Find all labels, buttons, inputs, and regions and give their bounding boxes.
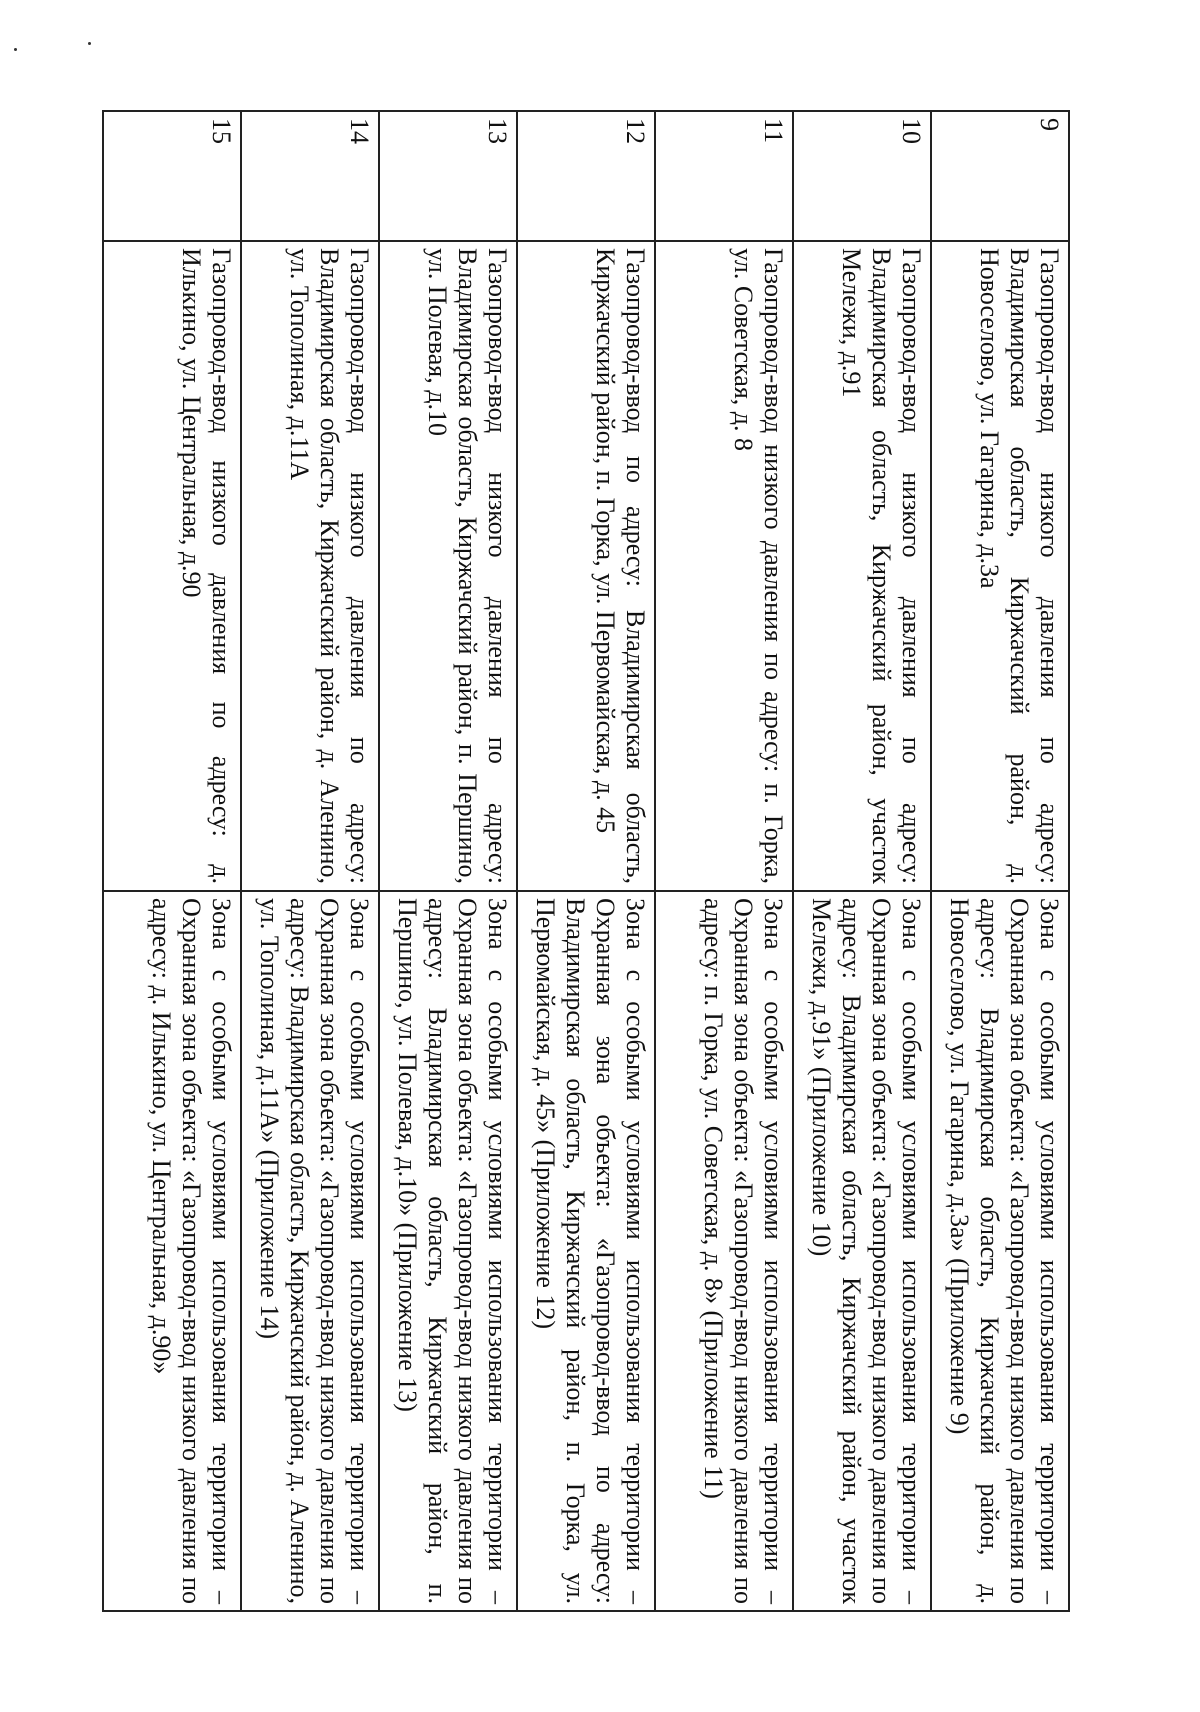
object-description: Газопровод-ввод низкого давления по адресу: п. Горка, ул. Советская, д. 8 [655,241,793,891]
row-number: 12 [517,111,655,241]
row-number: 13 [379,111,517,241]
table-row [379,111,517,1611]
table-row [655,111,793,1611]
object-description: Газопровод-ввод низкого давления по адресу: Владимирская область, Киржачский район, участок Мележи, д.91 [793,241,931,891]
zone-description: Зона с особыми условиями использования территории – Охранная зона объекта: «Газопровод-ввод низкого давления по адресу: Владимирская область, Киржачский район, д. Новоселово, ул. Гагарина, д.3а» (Приложение 9) [931,891,1069,1611]
zone-description: Зона с особыми условиями использования территории – Охранная зона объекта: «Газопровод-ввод низкого давления по адресу: Владимирская область, Киржачский район, п. Першино, ул. Полевая, д.10» (Приложение 13) [379,891,517,1611]
zones-table [102,110,1070,1612]
rotated-page [110,110,1070,1610]
table-row [241,111,379,1611]
row-number: 9 [931,111,1069,241]
row-number: 10 [793,111,931,241]
object-description: Газопровод-ввод по адресу: Владимирская область, Киржачский район, п. Горка, ул. Первомайская, д. 45 [517,241,655,891]
object-description: Газопровод-ввод низкого давления по адресу: Владимирская область, Киржачский район, д. Новоселово, ул. Гагарина, д.3а [931,241,1069,891]
row-number: 14 [241,111,379,241]
zone-description: Зона с особыми условиями использования территории – Охранная зона объекта: «Газопровод-ввод низкого давления по адресу: д. Илькино, ул. Центральная, д.90» [103,891,241,1611]
object-description: Газопровод-ввод низкого давления по адресу: д. Илькино, ул. Центральная, д.90 [103,241,241,891]
scan-speck [14,48,17,51]
table-row [931,111,1069,1611]
row-number: 15 [103,111,241,241]
zone-description: Зона с особыми условиями использования территории – Охранная зона объекта: «Газопровод-ввод по адресу: Владимирская область, Киржачский район, п. Горка, ул. Первомайская, д. 45» (Приложение 12) [517,891,655,1611]
table-row [103,111,241,1611]
row-number: 11 [655,111,793,241]
table-row [793,111,931,1611]
scan-speck [88,42,91,45]
table-row [517,111,655,1611]
zone-description: Зона с особыми условиями использования территории – Охранная зона объекта: «Газопровод-ввод низкого давления по адресу: Владимирская область, Киржачский район, д. Аленино, ул. Тополиная, д.11А» (Приложение 14) [241,891,379,1611]
object-description: Газопровод-ввод низкого давления по адресу: Владимирская область, Киржачский район, д. Аленино, ул. Тополиная, д.11А [241,241,379,891]
zone-description: Зона с особыми условиями использования территории – Охранная зона объекта: «Газопровод-ввод низкого давления по адресу: Владимирская область, Киржачский район, участок Мележи, д.91» (Приложение 10) [793,891,931,1611]
object-description: Газопровод-ввод низкого давления по адресу: Владимирская область, Киржачский район, п. Першино, ул. Полевая, д.10 [379,241,517,891]
zone-description: Зона с особыми условиями использования территории – Охранная зона объекта: «Газопровод-ввод низкого давления по адресу: п. Горка, ул. Советская, д. 8» (Приложение 11) [655,891,793,1611]
